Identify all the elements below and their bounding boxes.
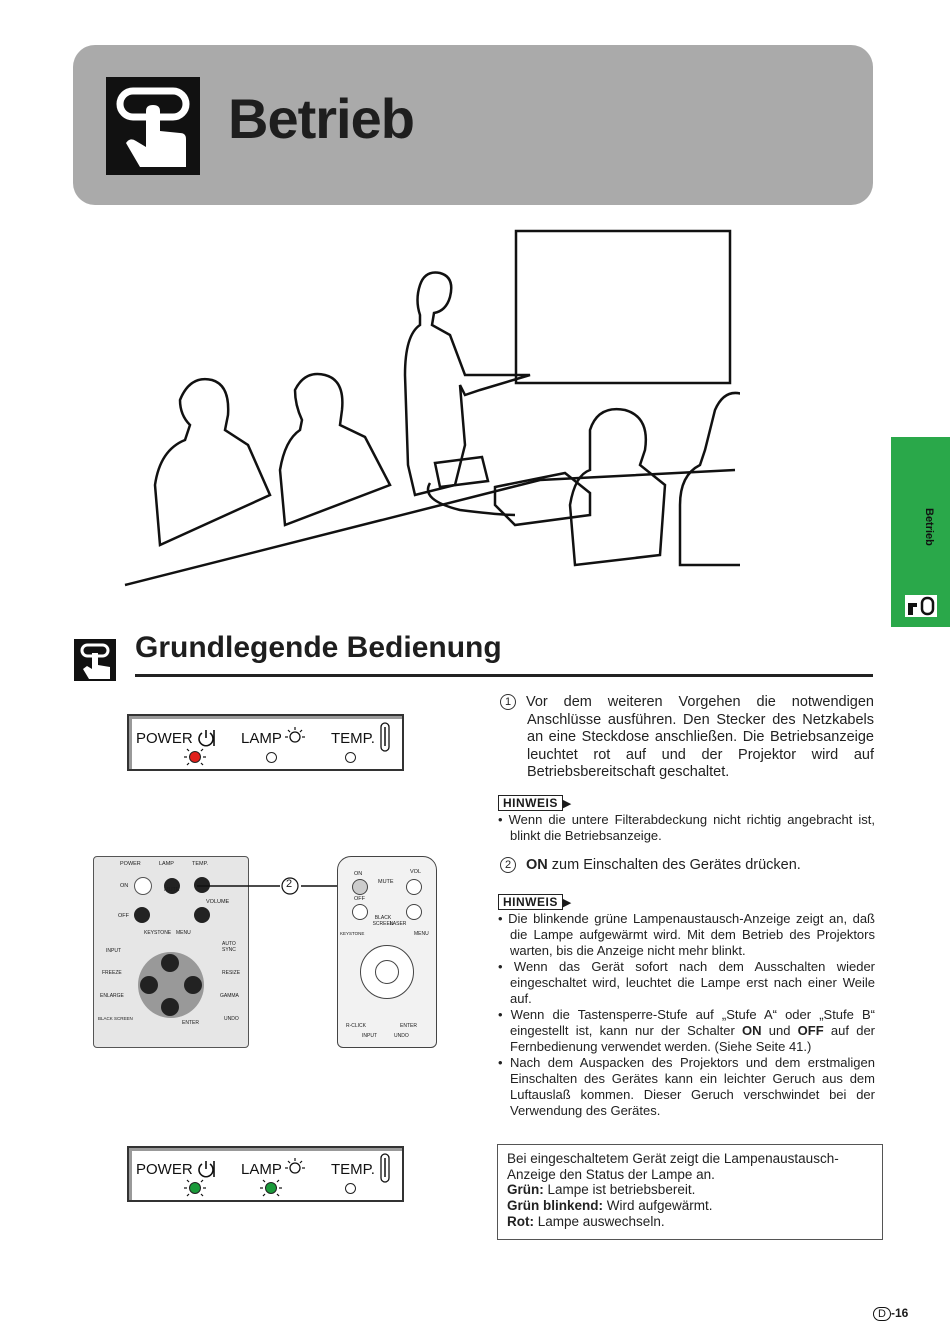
cp-off-label: OFF — [118, 913, 129, 919]
step-2-number: 2 — [500, 857, 516, 873]
presentation-illustration — [120, 225, 740, 595]
rc-on-label: ON — [354, 871, 363, 877]
operation-hand-icon — [106, 77, 200, 175]
on-button[interactable] — [134, 877, 152, 895]
region-badge: D — [873, 1307, 891, 1321]
volume-down-button[interactable] — [194, 907, 210, 923]
rc-blackscreen-label: BLACK SCREEN — [372, 915, 394, 927]
thermometer-icon — [379, 1153, 391, 1183]
section-title: Grundlegende Bedienung — [135, 631, 502, 664]
page-title: Betrieb — [228, 87, 414, 150]
callout-line — [197, 876, 347, 896]
info-green-label: Grün: — [507, 1182, 544, 1198]
lamp-led — [266, 752, 277, 763]
rc-center-button[interactable] — [375, 960, 399, 984]
note-2-bullet-3-on: ON — [742, 1023, 762, 1038]
cp-enter-label: ENTER — [182, 1020, 199, 1026]
note-2-bullet-4: Nach dem Auspacken des Projektors und dem erstmaligen Einschalten des Gerätes kann ein leichter Geruch aus dem Luftauslaß kommen. Dieser Geruch verschwindet bei der Verwendung des Gerätes. — [510, 1055, 875, 1118]
rc-off-label: OFF — [354, 896, 365, 902]
cp-volume-label: VOLUME — [206, 899, 230, 905]
power-led-red — [182, 746, 208, 768]
side-tab — [891, 437, 950, 627]
rc-enter-label: ENTER — [400, 1023, 417, 1029]
power-label: POWER — [136, 1161, 193, 1178]
cp-enlarge-label: ENLARGE — [100, 993, 124, 999]
power-led-green — [182, 1177, 208, 1199]
section-divider — [135, 674, 873, 677]
info-red-text: Lampe auswechseln. — [534, 1213, 665, 1229]
indicator-panel-on — [127, 1146, 404, 1202]
page-number — [873, 1306, 908, 1321]
step-1 — [500, 694, 874, 782]
down-arrow-button[interactable] — [161, 998, 179, 1016]
cp-undo-label: UNDO — [224, 1016, 239, 1022]
rc-vol-down-button[interactable] — [406, 904, 422, 920]
note-2-bullet-2: Wenn das Gerät sofort nach dem Ausschalten wieder eingeschaltet wird, leuchtet die Lampe erst nach einer Weile auf. — [510, 959, 876, 1006]
cp-blackscreen-label: BLACK SCREEN — [98, 1016, 133, 1021]
note-2-bullet-1: Die blinkende grüne Lampenaustausch-Anzeige zeigt an, daß die Lampe aufgewärmt wird. Mit dem Betrieb des Projektors warten, bis die Anzeige nicht mehr blinkt. — [508, 911, 875, 958]
cp-keystone-label: KEYSTONE — [144, 930, 172, 936]
cp-lamp-label: LAMP — [159, 861, 174, 867]
cp-input-label: INPUT — [106, 948, 121, 954]
cp-freeze-label: FREEZE — [102, 970, 122, 976]
lamp-led-green — [258, 1177, 284, 1199]
cp-menu-label: MENU — [176, 930, 191, 936]
temp-label: TEMP. — [331, 1161, 375, 1178]
note-1-badge: HINWEIS ▶ — [498, 794, 571, 812]
lamp-status-info-box — [497, 1144, 883, 1240]
info-green-blink-text: Wird aufgewärmt. — [603, 1198, 713, 1214]
thermometer-icon — [379, 722, 391, 752]
temp-led — [345, 1183, 356, 1194]
operation-hand-icon — [74, 639, 116, 681]
info-green-text: Lampe ist betriebsbereit. — [543, 1182, 696, 1198]
rc-off-button[interactable] — [352, 904, 368, 920]
cp-resize-label: RESIZE — [222, 970, 241, 976]
rc-menu-label: MENU — [414, 931, 429, 937]
power-icon — [196, 728, 216, 748]
rc-input-label: INPUT — [362, 1033, 377, 1039]
lamp-label: LAMP — [241, 730, 282, 747]
operation-hand-icon — [905, 595, 937, 617]
cp-mute-label: MUTE — [164, 887, 180, 893]
power-label: POWER — [136, 730, 193, 747]
direction-pad[interactable] — [138, 952, 204, 1018]
note-1-bullet-1: Wenn die untere Filterabdeckung nicht richtig angebracht ist, blinkt die Betriebsanzeige. — [508, 812, 875, 843]
right-arrow-button[interactable] — [184, 976, 202, 994]
indicator-panel-standby — [127, 714, 404, 771]
off-button[interactable] — [134, 907, 150, 923]
note-2: • Die blinkende grüne Lampenaustausch-Anzeige zeigt an, daß die Lampe aufgewärmt wird. Mit dem Betrieb des Projektors warten, bis die Anzeige nicht mehr blinkt. • Wenn das Gerät sofort nach dem Ausschalten wieder eingeschaltet wird, leuchtet die Lampe erst nach einer Weile auf. • Wenn die Tastensperre-Stufe auf „Stufe A“ oder „Stufe B“ eingestellt ist, kann nur der Schalter ON und OFF auf der Fernbedienung verwendet werden. (Siehe Seite 41.) • Nach dem Auspacken des Projektors und dem erstmaligen Einschalten des Gerätes kann ein leichter Geruch aus dem Luftauslaß kommen. Dieser Geruch verschwindet bei der Verwendung des Gerätes. — [498, 911, 876, 1118]
cp-on-label: ON — [120, 883, 129, 889]
step-2-bold: ON — [526, 857, 548, 873]
step-2 — [500, 857, 874, 875]
side-tab-label: Betrieb — [923, 508, 935, 546]
lamp-icon — [284, 1157, 306, 1179]
step-1-number: 1 — [500, 694, 516, 710]
page-number-text: -16 — [890, 1306, 909, 1320]
step-1-text: Vor dem weiteren Vorgehen die notwendigen Anschlüsse ausführen. Den Stecker des Netzkabels an eine Steckdose anschließen. Die Betriebsanzeige leuchtet rot auf und der Projektor wird auf Betriebsbereitschaft geschaltet. — [526, 694, 874, 780]
rc-on-button[interactable] — [352, 879, 368, 895]
rc-keystone-label: KEYSTONE — [340, 931, 365, 936]
cp-power-label: POWER — [120, 861, 141, 867]
note-2-bullet-3c: auf der Fernbedienung verwendet werden. (Siehe Seite 41.) — [510, 1023, 875, 1054]
info-green-blink-label: Grün blinkend: — [507, 1198, 603, 1214]
rc-vol-up-button[interactable] — [406, 879, 422, 895]
cp-gamma-label: GAMMA — [220, 993, 239, 999]
rc-mute-label: MUTE — [378, 879, 394, 885]
temp-label: TEMP. — [331, 730, 375, 747]
note-2-bullet-3-off: OFF — [797, 1023, 824, 1038]
remote-control — [337, 856, 437, 1048]
cp-temp-label: TEMP. — [192, 861, 209, 867]
power-icon — [196, 1159, 216, 1179]
info-red-label: Rot: — [507, 1213, 534, 1229]
note-2-bullet-3a: Wenn die Tastensperre-Stufe auf „Stufe A“ oder „Stufe B“ eingestellt ist, kann nur der Schalter — [510, 1007, 875, 1038]
left-arrow-button[interactable] — [140, 976, 158, 994]
rc-laser-label: LASER — [390, 921, 407, 927]
lamp-icon — [284, 726, 306, 748]
note-1: • Wenn die untere Filterabdeckung nicht richtig angebracht ist, blinkt die Betriebsanzeige. — [498, 812, 875, 843]
note-2-bullet-3b: und — [761, 1023, 798, 1038]
rc-vol-label: VOL — [410, 869, 422, 875]
temp-led — [345, 752, 356, 763]
callout-number: 2 — [286, 878, 293, 890]
rc-undo-label: UNDO — [394, 1033, 409, 1039]
up-arrow-button[interactable] — [161, 954, 179, 972]
cp-autosync-label: AUTO SYNC — [222, 941, 236, 953]
rc-rclick-label: R-CLICK — [346, 1023, 367, 1029]
note-2-badge: HINWEIS ▶ — [498, 893, 571, 911]
info-intro: Bei eingeschaltetem Gerät zeigt die Lampenaustausch-Anzeige den Status der Lampe an. — [507, 1151, 839, 1182]
rc-direction-pad[interactable] — [360, 945, 414, 999]
lamp-label: LAMP — [241, 1161, 282, 1178]
step-2-text: zum Einschalten des Gerätes drücken. — [547, 857, 801, 873]
